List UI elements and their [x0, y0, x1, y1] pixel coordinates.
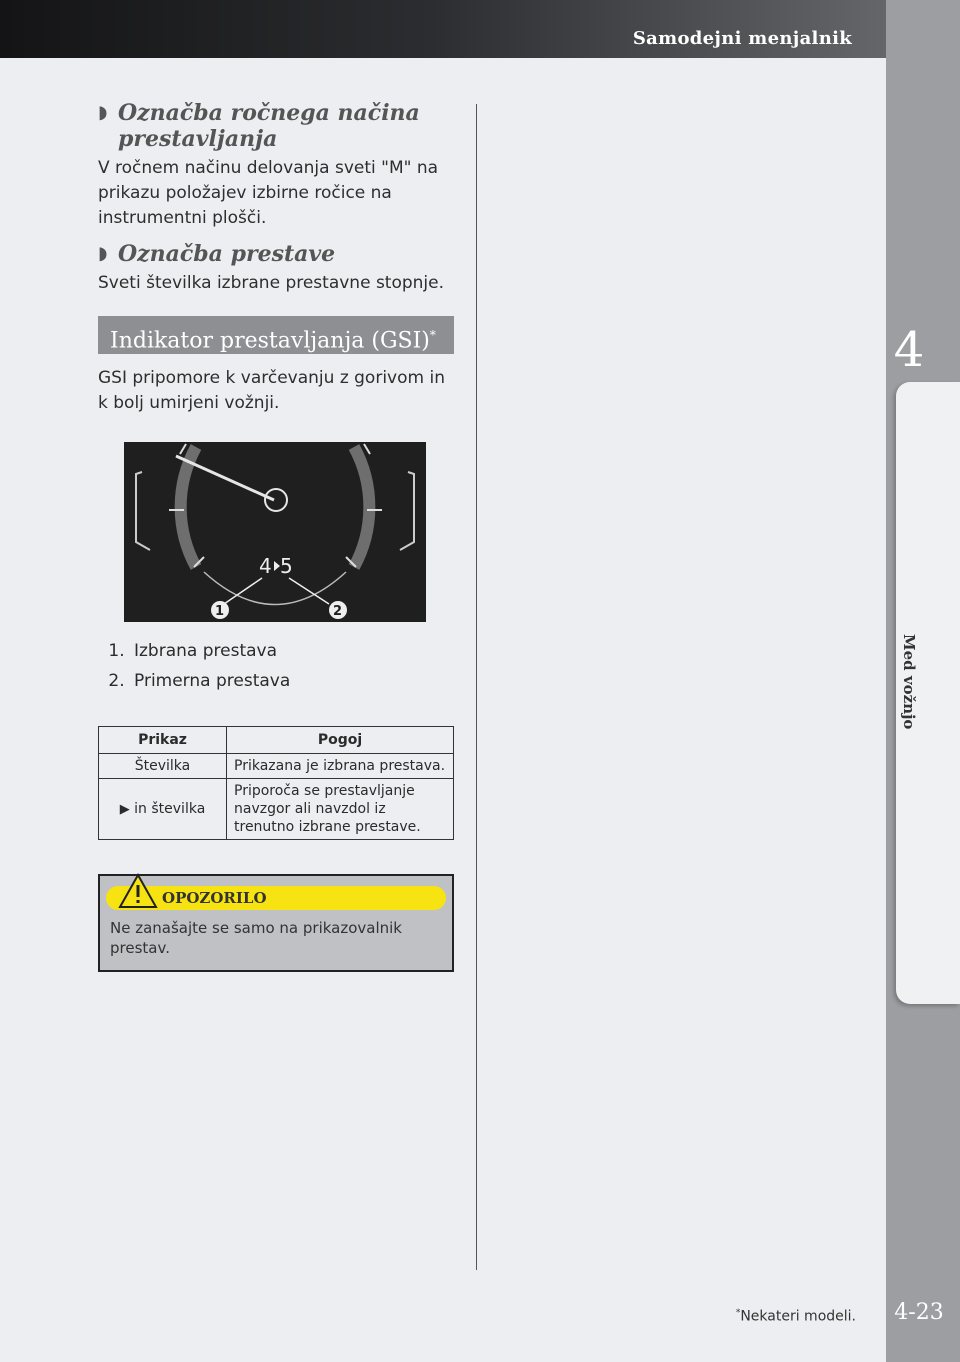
heading-marker-icon: ◗	[98, 102, 108, 123]
table-row	[99, 779, 454, 840]
heading-marker-icon: ◗	[98, 243, 108, 264]
warning-label: OPOZORILO	[162, 889, 267, 907]
callout-marker-2-label: 2	[333, 604, 343, 619]
left-bracket	[136, 472, 150, 550]
recommended-gear-value: 5	[280, 554, 293, 578]
gauge-hub	[265, 489, 287, 511]
table-header-row	[99, 727, 454, 754]
table-header-condition: Pogoj	[227, 727, 454, 754]
list-item: 1. Izbrana prestava	[130, 636, 454, 666]
main-column	[98, 100, 454, 972]
gauge-needle	[176, 456, 274, 500]
callout-line-2	[289, 578, 329, 604]
page-header	[0, 0, 960, 58]
table-header-display: Prikaz	[99, 727, 227, 754]
table-cell-display: ▶ in številka	[99, 779, 227, 840]
manual-mode-text: V ročnem načinu delovanja sveti "M" na prikazu položajev izbirne ročice na instrumentni plošči.	[98, 158, 439, 228]
gsi-text: GSI pripomore k varčevanju z gorivom in k bolj umirjeni vožnji.	[98, 368, 445, 413]
section-title-gsi: Indikator prestavljanja (GSI)*	[98, 316, 454, 354]
indicator-table	[98, 726, 454, 840]
gauge-tick	[364, 444, 370, 454]
gauge-band-right	[354, 447, 369, 567]
gear-indication-text: Sveti številka izbrane prestavne stopnje.	[98, 273, 445, 293]
chapter-number: 4	[893, 322, 925, 378]
heading-manual-mode: ◗ Označba ročnega načina prestavljanja	[98, 100, 420, 152]
warning-triangle-icon	[118, 873, 158, 909]
table-cell-condition: Priporoča se prestavljanje navzgor ali navzdol iz trenutno izbrane prestave.	[227, 779, 454, 840]
list-item: 2. Primerna prestava	[130, 666, 454, 696]
gauge-lower-arc	[204, 572, 346, 605]
gauge-tick	[180, 444, 186, 454]
table-cell-display: Številka	[99, 754, 227, 779]
asterisk: *	[429, 328, 436, 342]
triangle-right-icon: ▶	[119, 802, 130, 817]
footnote: *Nekateri modeli.	[735, 1308, 856, 1325]
table-cell-condition: Prikazana je izbrana prestava.	[227, 754, 454, 779]
warning-header	[106, 886, 446, 910]
table-row	[99, 754, 454, 779]
page-number: 4-23	[894, 1300, 944, 1325]
column-divider	[476, 104, 477, 1270]
warning-box	[98, 874, 454, 972]
gauge-illustration	[124, 442, 426, 622]
selected-gear-value: 4	[259, 554, 272, 578]
callout-list	[98, 636, 454, 696]
right-bracket	[400, 472, 414, 550]
footnote-mark: *	[735, 1308, 741, 1318]
callout-marker-1-label: 1	[215, 604, 225, 619]
gauge-svg	[124, 442, 426, 622]
chapter-label: Med vožnjo	[900, 634, 918, 730]
heading-gear-indication: ◗ Označba prestave	[98, 241, 336, 267]
header-title: Samodejni menjalnik	[632, 28, 852, 49]
warning-text: Ne zanašajte se samo na prikazovalnik prestav.	[110, 919, 402, 957]
